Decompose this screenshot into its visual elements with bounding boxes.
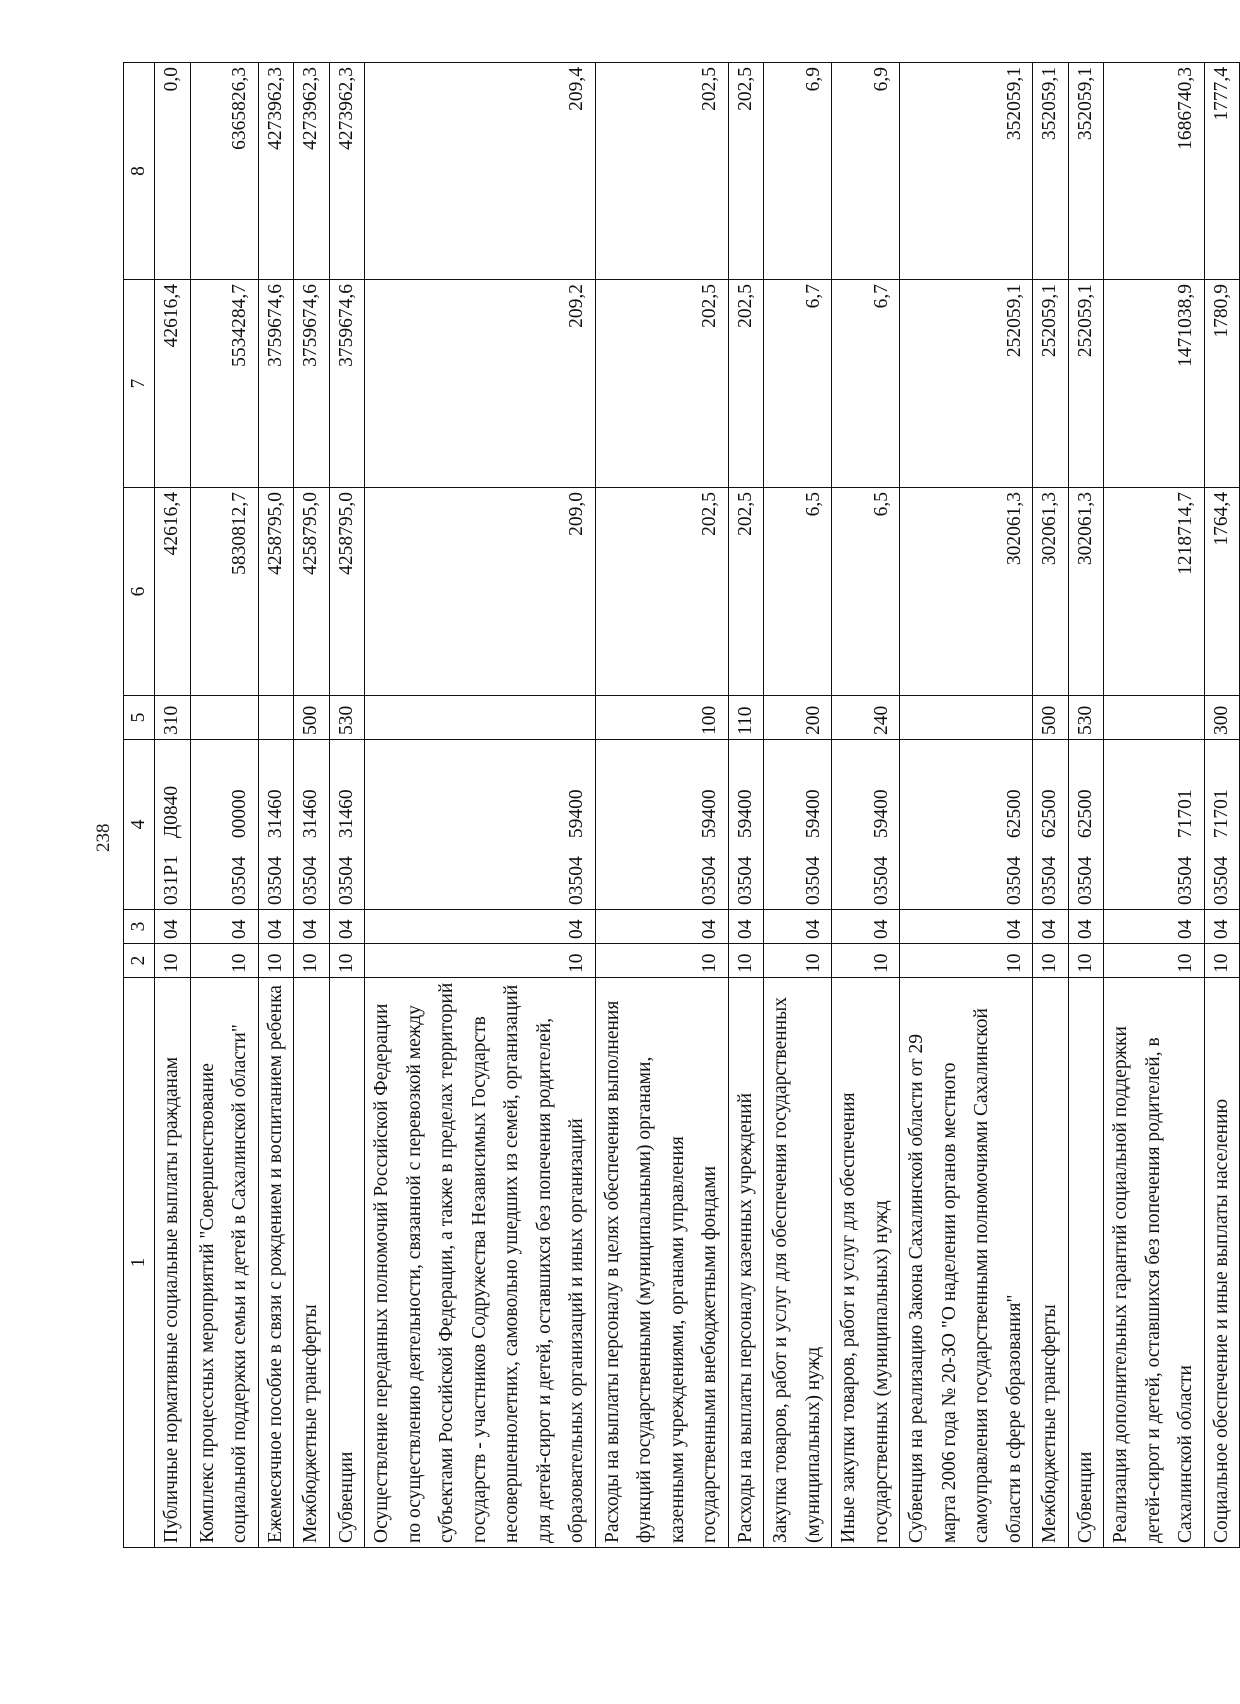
row-name-cell: Осуществление переданных полномочий Российской Федерации по осуществлению деятельности, связанной с перевозкой между субъектами Российской Федерации, а также в пределах территорий государств - участников Содружества Независимых Государств несовершеннолетних, самовольно ушедших из семей, организаций для детей-сирот и детей, оставшихся без попечения родителей, образовательных организаций и иных организаций [365,978,596,1548]
amount-col7-cell: 42616,4 [155,280,191,488]
target-article-cell [365,740,596,910]
row-name-cell: Субвенции [329,978,365,1548]
program-code: 03504 [802,856,824,905]
direction-code: 71701 [1210,789,1232,839]
program-code: 03504 [264,856,286,905]
target-article-cell [155,740,191,910]
amount-col7-cell: 252059,1 [900,280,1033,488]
amount-col8-cell: 209,4 [365,63,596,280]
row-name-cell: Комплекс процессных мероприятий "Совершенствование социальной поддержки семьи и детей в Сахалинской области" [190,978,258,1548]
subsection-code-cell: 04 [258,910,294,944]
subsection-code-cell: 04 [1033,910,1069,944]
direction-code: 31460 [335,789,357,839]
direction-code: 59400 [802,789,824,839]
program-code: 03504 [300,856,321,905]
section-code-cell: 10 [764,944,832,978]
amount-col7-cell: 3759674,6 [294,280,330,488]
program-code: 03504 [1175,856,1196,905]
expense-type-cell: 310 [155,696,191,740]
expense-type-cell [365,696,596,740]
expense-type-cell [1104,696,1205,740]
amount-col8-cell: 352059,1 [1068,63,1104,280]
direction-code: 59400 [699,789,720,839]
table-row [900,63,1033,1548]
table-row [595,63,728,1548]
header-row [124,63,155,1548]
header-col-6: 6 [124,488,155,696]
target-article-cell [1204,740,1240,910]
table-row [190,63,258,1548]
direction-code: 31460 [300,789,321,839]
header-col-8: 8 [124,63,155,280]
table-row [258,63,294,1548]
amount-col6-cell: 4258795,0 [329,488,365,696]
table-body [155,63,1240,1548]
table-row [1204,63,1240,1548]
header-col-2: 2 [124,944,155,978]
amount-col8-cell: 4273962,3 [329,63,365,280]
subsection-code-cell: 04 [190,910,258,944]
section-code-cell: 10 [294,944,330,978]
amount-col8-cell: 4273962,3 [258,63,294,280]
amount-col8-cell: 1777,4 [1204,63,1240,280]
subsection-code-cell: 04 [832,910,900,944]
expense-type-cell [190,696,258,740]
program-code: 03504 [1039,856,1060,905]
amount-col7-cell: 3759674,6 [258,280,294,488]
section-code-cell: 10 [1033,944,1069,978]
target-article-cell [1068,740,1104,910]
section-code-cell: 10 [900,944,1033,978]
amount-col7-cell: 5534284,7 [190,280,258,488]
row-name-cell: Расходы на выплаты персоналу казенных учреждений [728,978,764,1548]
subsection-code-cell: 04 [1068,910,1104,944]
amount-col6-cell: 6,5 [832,488,900,696]
target-article-cell [329,740,365,910]
program-code: 03504 [566,856,587,905]
row-name-cell: Публичные нормативные социальные выплаты гражданам [155,978,191,1548]
target-article-cell [1104,740,1205,910]
amount-col8-cell: 0,0 [155,63,191,280]
table-row [329,63,365,1548]
subsection-code-cell: 04 [1104,910,1205,944]
target-article-cell [832,740,900,910]
table-row [1033,63,1069,1548]
subsection-code-cell: 04 [764,910,832,944]
section-code-cell: 10 [365,944,596,978]
target-article-cell [595,740,728,910]
table-row [294,63,330,1548]
amount-col6-cell: 4258795,0 [258,488,294,696]
program-code: 03504 [699,856,720,905]
row-name-cell: Закупка товаров, работ и услуг для обеспечения государственных (муниципальных) нужд [764,978,832,1548]
section-code-cell: 10 [1068,944,1104,978]
amount-col7-cell: 1471038,9 [1104,280,1205,488]
table-row [764,63,832,1548]
target-article-cell [900,740,1033,910]
direction-code: Д0840 [161,785,182,839]
budget-table [123,62,1240,1548]
expense-type-cell: 530 [1068,696,1104,740]
amount-col6-cell: 6,5 [764,488,832,696]
direction-code: 62500 [1074,789,1096,839]
expense-type-cell: 200 [764,696,832,740]
direction-code: 62500 [1039,789,1060,839]
row-name-cell: Социальное обеспечение и иные выплаты населению [1204,978,1240,1548]
program-code: 031Р1 [161,855,182,905]
program-code: 03504 [229,856,250,905]
amount-col6-cell: 42616,4 [155,488,191,696]
amount-col8-cell: 6,9 [764,63,832,280]
expense-type-cell: 100 [595,696,728,740]
amount-col8-cell: 1686740,3 [1104,63,1205,280]
program-code: 03504 [1003,856,1025,905]
header-col-4: 4 [124,740,155,910]
table-row [1104,63,1205,1548]
target-article-cell [190,740,258,910]
amount-col8-cell: 202,5 [595,63,728,280]
section-code-cell: 10 [1104,944,1205,978]
row-name-cell: Иные закупки товаров, работ и услуг для обеспечения государственных (муниципальных) нужд [832,978,900,1548]
amount-col7-cell: 202,5 [595,280,728,488]
row-name-cell: Расходы на выплаты персоналу в целях обеспечения выполнения функций государственными (муниципальными) органами, казенными учреждениями, органами управления государственными внебюджетными фондами [595,978,728,1548]
subsection-code-cell: 04 [900,910,1033,944]
row-name-cell: Ежемесячное пособие в связи с рождением и воспитанием ребенка [258,978,294,1548]
table-row [832,63,900,1548]
amount-col7-cell: 202,5 [728,280,764,488]
target-article-cell [728,740,764,910]
table-row [155,63,191,1548]
page-number: 238 [93,823,114,853]
subsection-code-cell: 04 [365,910,596,944]
expense-type-cell [900,696,1033,740]
target-article-cell [764,740,832,910]
section-code-cell: 10 [329,944,365,978]
rotated-table-wrapper [123,63,1232,1548]
subsection-code-cell: 04 [728,910,764,944]
expense-type-cell: 240 [832,696,900,740]
expense-type-cell: 110 [728,696,764,740]
program-code: 03504 [335,856,357,905]
subsection-code-cell: 04 [155,910,191,944]
direction-code: 59400 [734,789,756,839]
subsection-code-cell: 04 [1204,910,1240,944]
direction-code: 59400 [870,789,892,839]
amount-col7-cell: 252059,1 [1033,280,1069,488]
row-name-cell: Межбюджетные трансферты [1033,978,1069,1548]
expense-type-cell: 500 [294,696,330,740]
amount-col8-cell: 6365826,3 [190,63,258,280]
amount-col8-cell: 352059,1 [900,63,1033,280]
direction-code: 59400 [566,789,587,839]
amount-col6-cell: 1764,4 [1204,488,1240,696]
program-code: 03504 [1074,856,1096,905]
section-code-cell: 10 [155,944,191,978]
row-name-cell: Субвенции [1068,978,1104,1548]
subsection-code-cell: 04 [294,910,330,944]
amount-col7-cell: 1780,9 [1204,280,1240,488]
program-code: 03504 [870,856,892,905]
amount-col6-cell: 1218714,7 [1104,488,1205,696]
target-article-cell [294,740,330,910]
row-name-cell: Реализация дополнительных гарантий социальной поддержки детей-сирот и детей, оставшихся без попечения родителей, в Сахалинской области [1104,978,1205,1548]
header-col-7: 7 [124,280,155,488]
amount-col7-cell: 252059,1 [1068,280,1104,488]
table-row [728,63,764,1548]
amount-col6-cell: 4258795,0 [294,488,330,696]
amount-col7-cell: 6,7 [764,280,832,488]
section-code-cell: 10 [1204,944,1240,978]
header-col-3: 3 [124,910,155,944]
direction-code: 62500 [1003,789,1025,839]
section-code-cell: 10 [258,944,294,978]
program-code: 03504 [734,856,756,905]
direction-code: 31460 [264,789,286,839]
amount-col6-cell: 302061,3 [900,488,1033,696]
section-code-cell: 10 [728,944,764,978]
row-name-cell: Субвенция на реализацию Закона Сахалинской области от 29 марта 2006 года № 20-ЗО "О наделении органов местного самоуправления государственными полномочиями Сахалинской области в сфере образования" [900,978,1033,1548]
section-code-cell: 10 [190,944,258,978]
expense-type-cell: 500 [1033,696,1069,740]
row-name-cell: Межбюджетные трансферты [294,978,330,1548]
amount-col7-cell: 6,7 [832,280,900,488]
table-row [1068,63,1104,1548]
direction-code: 71701 [1175,789,1196,839]
header-col-1: 1 [124,978,155,1548]
expense-type-cell: 300 [1204,696,1240,740]
expense-type-cell [258,696,294,740]
header-col-5: 5 [124,696,155,740]
table-row [365,63,596,1548]
amount-col6-cell: 5830812,7 [190,488,258,696]
target-article-cell [258,740,294,910]
target-article-cell [1033,740,1069,910]
direction-code: 00000 [229,789,250,839]
amount-col6-cell: 202,5 [728,488,764,696]
subsection-code-cell: 04 [329,910,365,944]
amount-col6-cell: 302061,3 [1033,488,1069,696]
amount-col8-cell: 4273962,3 [294,63,330,280]
amount-col6-cell: 209,0 [365,488,596,696]
subsection-code-cell: 04 [595,910,728,944]
amount-col8-cell: 6,9 [832,63,900,280]
expense-type-cell: 530 [329,696,365,740]
section-code-cell: 10 [595,944,728,978]
section-code-cell: 10 [832,944,900,978]
amount-col8-cell: 352059,1 [1033,63,1069,280]
amount-col7-cell: 3759674,6 [329,280,365,488]
program-code: 03504 [1210,856,1232,905]
amount-col8-cell: 202,5 [728,63,764,280]
amount-col7-cell: 209,2 [365,280,596,488]
amount-col6-cell: 302061,3 [1068,488,1104,696]
amount-col6-cell: 202,5 [595,488,728,696]
